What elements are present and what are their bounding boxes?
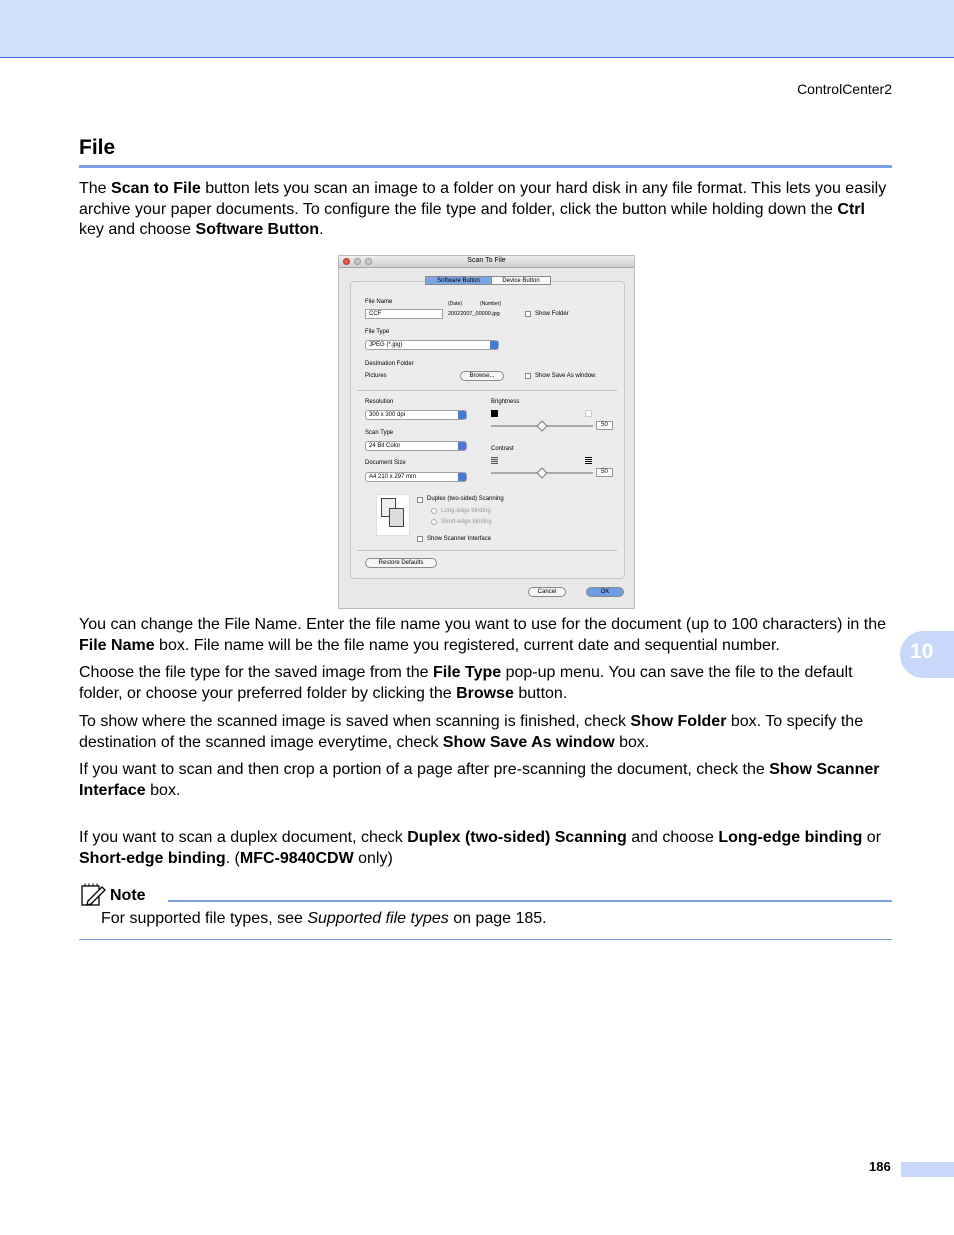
short-edge-label: Short-edge binding [441,519,492,525]
note-text [101,910,547,928]
note-bottom-rule [79,939,892,940]
note-pencil-icon [80,882,106,908]
page-back-icon [389,508,404,527]
resolution-label: Resolution [365,399,394,405]
bold-text: Show Folder [630,713,727,730]
duplex-checkbox[interactable] [417,497,423,503]
bold-text: Software Button [195,221,320,238]
show-scanner-checkbox[interactable] [417,536,423,542]
paragraph-intro [79,179,894,241]
scan-type-label: Scan Type [365,430,394,436]
popup-arrows-icon [458,473,466,481]
tab-device-button[interactable]: Device Button [491,276,551,285]
destination-folder-value: Pictures [365,373,387,379]
text-run: To show where the scanned image is saved when scanning is finished, check [79,713,631,730]
resolution-value: 300 x 300 dpi [369,412,406,418]
bold-text: MFC-9840CDW [239,849,354,867]
resolution-popup[interactable] [365,410,467,420]
scan-type-popup[interactable] [365,441,467,451]
scan-type-value: 24 Bit Color [369,443,401,449]
note-text-after: on page 185. [448,910,547,927]
text-run: pop-up menu. You can save the file to the default folder, or choose your preferred folder by clicking the [79,664,853,702]
contrast-value[interactable]: 50 [596,468,613,477]
show-save-as-checkbox[interactable] [525,373,531,379]
cancel-button[interactable]: Cancel [528,587,566,597]
chapter-number: 10 [910,640,934,663]
document-size-label: Document Size [365,460,406,466]
dialog-titlebar [339,256,634,268]
bold-text: File Name [79,636,155,654]
bold-text: Scan to File [111,180,201,197]
bold-text: Browse [456,684,514,702]
destination-folder-label: Destination Folder [365,361,414,367]
paragraph-scanner-interface [79,760,894,801]
section-title: File [79,136,116,159]
document-size-popup[interactable] [365,472,467,482]
text-run: box. [145,781,181,799]
long-edge-label: Long-edge binding [441,508,491,514]
paragraph-file-name [79,615,894,656]
text-run: box. To specify the destination of the scanned image everytime, check [79,713,864,751]
bold-text: File Type [432,664,502,681]
bold-text: Long-edge binding [718,829,863,846]
restore-defaults-button[interactable]: Restore Defaults [365,558,437,568]
show-folder-checkbox[interactable] [525,311,531,317]
popup-arrows-icon [490,341,498,349]
bold-text: Ctrl [837,200,865,218]
high-contrast-icon [585,457,592,464]
text-run: box. [614,733,650,751]
date-label: (Date) [448,301,462,307]
paragraph-file-type [79,663,894,704]
browse-button[interactable]: Browse... [460,371,504,381]
duplex-label: Duplex (two-sided) Scanning [427,496,504,502]
file-name-label: File Name [365,299,393,305]
long-edge-radio[interactable] [431,508,437,514]
text-run: key and choose [79,221,196,238]
text-run: only) [353,849,393,867]
light-square-icon [585,410,592,417]
file-name-sample: 20022007_00000.jpg [448,311,500,317]
document-size-value: A4 210 x 297 mm [369,474,417,480]
scan-to-file-dialog [338,255,635,609]
bold-text: Show Scanner Interface [79,761,880,799]
separator [357,390,617,391]
top-band [0,0,954,58]
text-run: You can change the File Name. Enter the file name you want to use for the document (up to 100 characters) in the [79,616,886,633]
text-run: . ( [225,849,240,867]
note-link-text: Supported file types [307,910,449,927]
file-name-input[interactable]: CCF [365,309,443,319]
dark-square-icon [491,410,498,417]
note-rule [168,900,892,902]
show-folder-label: Show Folder [535,311,569,317]
text-run: Choose the file type for the saved image from the [79,664,433,681]
page-number-bar [901,1162,954,1177]
duplex-document-icon [376,494,410,536]
brightness-label: Brightness [491,399,520,405]
paragraph-show-folder [79,712,894,753]
text-run: The [79,180,112,197]
text-run: and choose [626,829,719,846]
contrast-label: Contrast [491,446,514,452]
text-run: button lets you scan an image to a folder on your hard disk in any file format. This lets you easily archive your paper documents. To configure the file type and folder, click the button while holding down the [79,180,887,218]
text-run: or [862,829,882,846]
file-type-label: File Type [365,329,390,335]
low-contrast-icon [491,457,498,464]
bold-text: Duplex (two-sided) Scanning [407,829,627,846]
paragraph-duplex [79,828,894,869]
text-run: box. File name will be the file name you registered, current date and sequential number. [154,636,780,654]
title-rule [79,165,892,168]
bold-text: Show Save As window [442,733,615,751]
number-label: (Number) [480,301,502,307]
ok-button[interactable]: OK [586,587,624,597]
file-type-value: JPEG (*.jpg) [369,342,403,348]
show-save-as-label: Show Save As window [535,373,596,379]
tab-software-button[interactable]: Software Button [425,276,492,285]
text-run: . [319,221,324,238]
brightness-value[interactable]: 50 [596,421,613,430]
text-run: button. [513,684,568,702]
short-edge-radio[interactable] [431,519,437,525]
show-scanner-label: Show Scanner Interface [427,536,492,542]
page-number: 186 [869,1159,891,1174]
note-label: Note [110,887,146,904]
file-type-popup[interactable] [365,340,499,350]
bold-text: Short-edge binding [79,849,226,867]
dialog-title: Scan To File [467,257,506,264]
note-text-before: For supported file types, see [101,910,308,927]
text-run: If you want to scan and then crop a portion of a page after pre-scanning the document, check the [79,761,770,778]
separator [357,550,617,551]
text-run: If you want to scan a duplex document, check [79,829,408,846]
running-header: ControlCenter2 [797,81,892,97]
popup-arrows-icon [458,411,466,419]
chapter-tab [900,631,954,678]
popup-arrows-icon [458,442,466,450]
